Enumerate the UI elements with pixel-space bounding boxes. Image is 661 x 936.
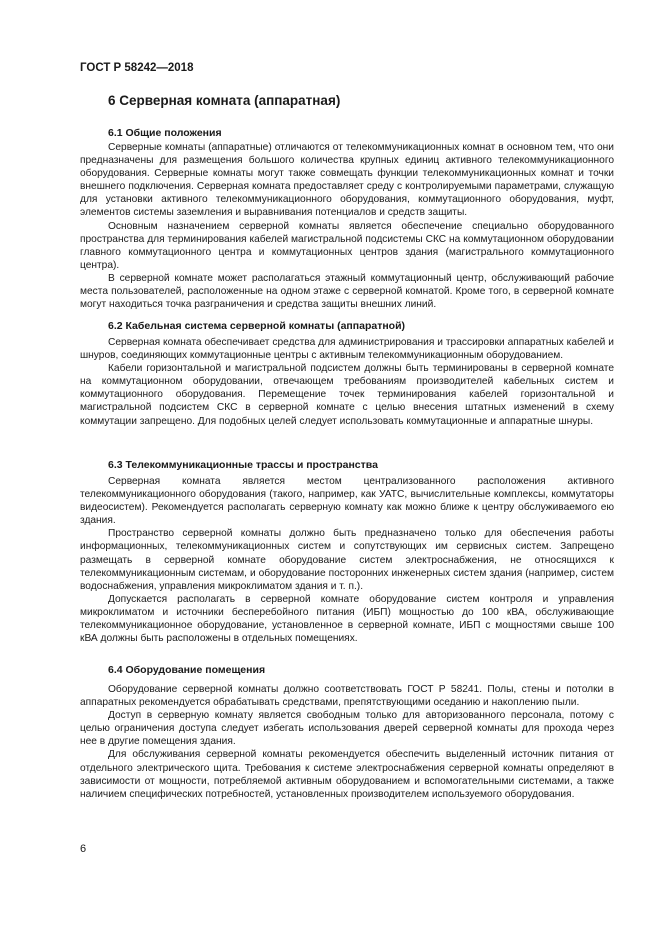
paragraph: Доступ в серверную комнату является свободным только для авторизованного персонала, потому с целью ограничения доступа следует избегать использования дверей серверной комнаты для прохода через нее в другие помещения здания. xyxy=(80,710,614,748)
section-title-6-1: 6.1 Общие положения xyxy=(108,127,222,139)
paragraph: Допускается располагать в серверной комнате оборудование систем контроля и управления микроклиматом и источники бесперебойного питания (ИБП) мощностью до 100 кВА, обслуживающие телекоммуникационное оборудование, установленное в серверной комнате, ИБП с мощностями свыше 100 кВА должны быть расположены в отдельных помещениях. xyxy=(80,593,614,645)
section-body-6-1 xyxy=(80,141,614,311)
paragraph: В серверной комнате может располагаться этажный коммутационный центр, обслуживающий рабочие места пользователей, расположенные на одном этаже с серверной комнатой. Кроме того, в серверной комнате могут находиться точка разграничения и средства защиты внешних линий. xyxy=(80,272,614,311)
section-body-6-3 xyxy=(80,475,614,645)
document-header: ГОСТ Р 58242—2018 xyxy=(80,62,194,74)
paragraph: Кабели горизонтальной и магистральной подсистем должны быть терминированы в серверной комнате на коммутационном оборудовании, отвечающем требованиям производителей кабельных систем и коммутационного оборудования. Перемещение точек терминирования кабелей горизонтальной и магистральной подсистем СКС в серверной комнате с целью внесения штатных изменений в схему коммутации запрещено. Для подобных целей следует использовать коммутационные и аппаратные шнуры. xyxy=(80,363,614,427)
section-body-6-4 xyxy=(80,683,614,801)
page-number: 6 xyxy=(80,843,87,855)
paragraph: Оборудование серверной комнаты должно соответствовать ГОСТ Р 58241. Полы, стены и потолки в аппаратных рекомендуется обрабатывать средствами, препятствующими оседанию и накоплению пыли. xyxy=(80,684,614,709)
section-title-6-2: 6.2 Кабельная система серверной комнаты (аппаратной) xyxy=(108,320,406,332)
paragraph: Серверная комната обеспечивает средства для администрирования и трассировки аппаратных кабелей и шнуров, соединяющих коммутационные центры с активным телекоммуникационным оборудованием. xyxy=(80,337,614,362)
section-body-6-2 xyxy=(80,336,614,428)
paragraph: Основным назначением серверной комнаты является обеспечение специально оборудованного пространства для терминирования кабелей магистральной подсистемы СКС на коммутационном оборудовании главного коммутационного центра и коммутационных центров здания (магистрального коммутационного центра). xyxy=(80,220,614,271)
paragraph: Для обслуживания серверной комнаты рекомендуется обеспечить выделенный источник питания от отдельного электрического щита. Требования к системе электроснабжения серверной комнаты определяют в зависимости от мощности, потребляемой активным оборудованием и вспомогательными системами, а также наличием специфических потребностей, установленных производителем используемого оборудования. xyxy=(80,749,614,800)
paragraph: Серверные комнаты (аппаратные) отличаются от телекоммуникационных комнат в основном тем, что они предназначены для размещения большого количества крупных единиц активного телекоммуникационного оборудования. Серверные комнаты могут также совмещать функции телекоммуникационных комнат и точки внешнего подключения. Серверная комната предоставляет среду с контролируемыми параметрами, служащую для установки активного телекоммуникационного оборудования, коммутационного оборудования, муфт, элементов системы заземления и выравнивания потенциалов и средств защиты. xyxy=(80,142,614,219)
chapter-title: 6 Серверная комната (аппаратная) xyxy=(108,93,341,108)
paragraph: Серверная комната является местом централизованного расположения активного телекоммуникационного оборудования (такого, например, как УАТС, вычислительные комплексы, коммутаторы видеосистем). Рекомендуется располагать серверную комнату как можно ближе к центру обслуживаемого ею здания. xyxy=(80,476,614,527)
section-title-6-3: 6.3 Телекоммуникационные трассы и пространства xyxy=(108,459,378,471)
section-title-6-4: 6.4 Оборудование помещения xyxy=(108,664,266,676)
paragraph: Пространство серверной комнаты должно быть предназначено только для обеспечения работы информационных, телекоммуникационных систем и сопутствующих им сервисных систем. Запрещено размещать в серверной комнате оборудование систем электроснабжения, не относящихся к телекоммуникационным системам, и оборудование посторонних инженерных систем здания (например, систем водоснабжения, управления микроклиматом здания и т. п.). xyxy=(80,528,614,592)
